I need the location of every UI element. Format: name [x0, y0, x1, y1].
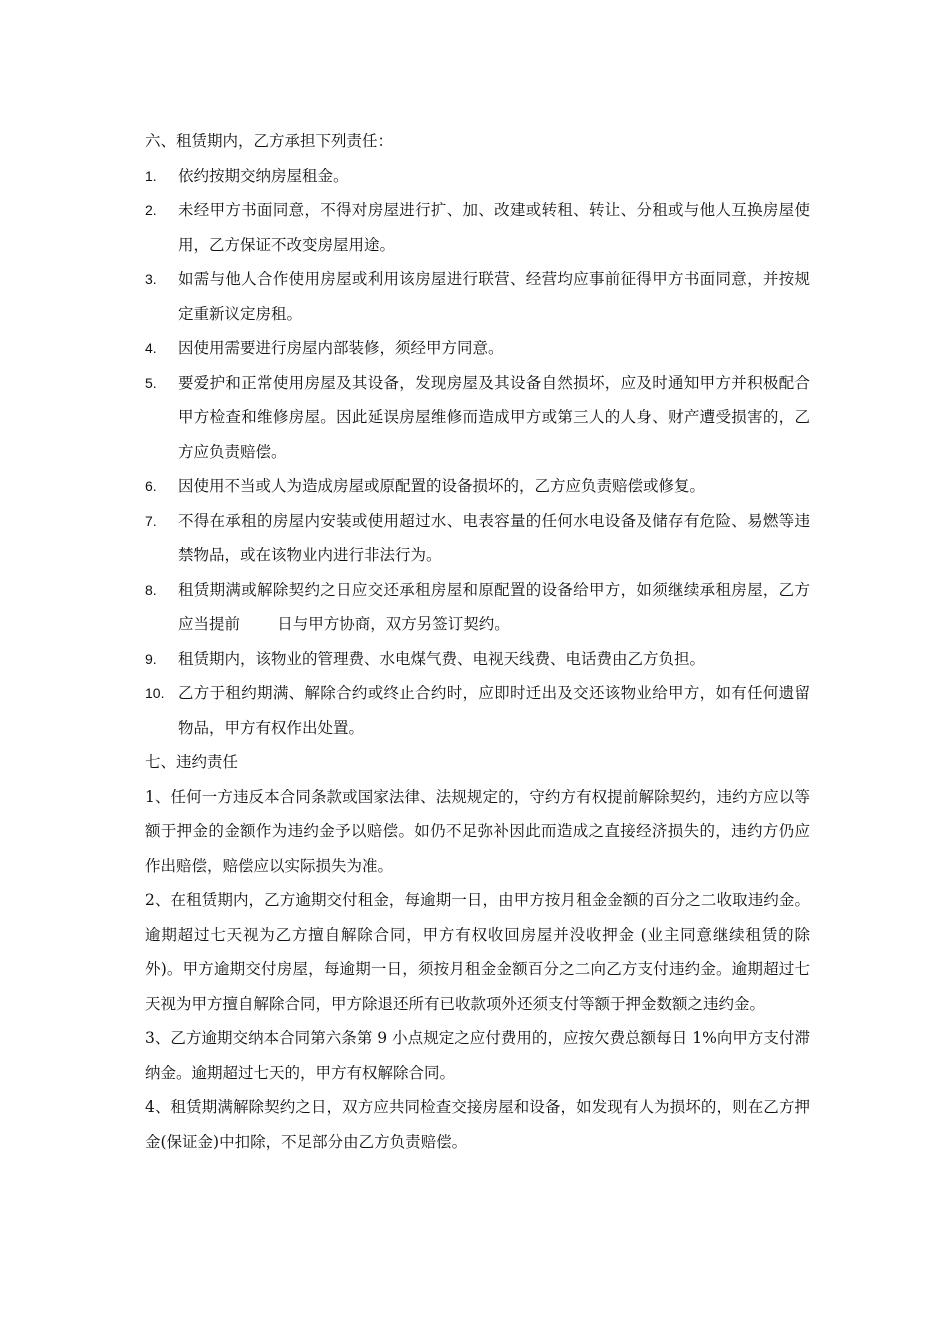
list-item — [145, 193, 810, 262]
document-page — [145, 124, 810, 1159]
list-item — [145, 504, 810, 573]
list-item — [145, 469, 810, 504]
list-item-number: 9. — [145, 650, 157, 667]
section-6-list — [145, 159, 810, 746]
list-item-number: 5. — [145, 374, 157, 391]
list-item-text: 因使用需要进行房屋内部装修，须经甲方同意。 — [178, 339, 504, 357]
list-item — [145, 159, 810, 194]
list-item — [145, 676, 810, 745]
section-6-heading: 六、租赁期内，乙方承担下列责任： — [145, 132, 394, 150]
section-7-paragraph: 4、租赁期满解除契约之日，双方应共同检查交接房屋和设备，如发现有人为损坏的，则在乙方押金(保证金)中扣除，不足部分由乙方负责赔偿。 — [145, 1098, 810, 1151]
list-item-text-after-blank: 日与甲方协商，双方另签订契约。 — [277, 615, 510, 633]
list-item — [145, 366, 810, 470]
list-item-text: 如需与他人合作使用房屋或利用该房屋进行联营、经营均应事前征得甲方书面同意，并按规定重新议定房租。 — [178, 270, 810, 323]
section-7-paragraph: 1、任何一方违反本合同条款或国家法律、法规规定的，守约方有权提前解除契约，违约方应以等额于押金的金额作为违约金予以赔偿。如仍不足弥补因此而造成之直接经济损失的，违约方仍应作出赔偿，赔偿应以实际损失为准。 — [145, 787, 810, 875]
list-item-text: 要爱护和正常使用房屋及其设备，发现房屋及其设备自然损坏，应及时通知甲方并积极配合甲方检查和维修房屋。因此延误房屋维修而造成甲方或第三人的人身、财产遭受损害的，乙方应负责赔偿。 — [178, 373, 810, 461]
list-item-number: 1. — [145, 167, 157, 184]
list-item-number: 7. — [145, 512, 157, 529]
list-item — [145, 262, 810, 331]
list-item-text: 未经甲方书面同意，不得对房屋进行扩、加、改建或转租、转让、分租或与他人互换房屋使用，乙方保证不改变房屋用途。 — [178, 201, 810, 254]
list-item — [145, 331, 810, 366]
list-item-text: 不得在承租的房屋内安装或使用超过水、电表容量的任何水电设备及储存有危险、易燃等违禁物品，或在该物业内进行非法行为。 — [178, 511, 810, 564]
list-item-text: 乙方于租约期满、解除合约或终止合约时，应即时迁出及交还该物业给甲方，如有任何遗留物品，甲方有权作出处置。 — [178, 684, 810, 737]
list-item — [145, 642, 810, 677]
list-item-text: 因使用不当或人为造成房屋或原配置的设备损坏的，乙方应负责赔偿或修复。 — [178, 477, 706, 495]
list-item-number: 10. — [145, 685, 165, 701]
list-item-number: 4. — [145, 340, 157, 356]
list-item-number: 2. — [145, 202, 157, 218]
section-7-paragraph: 2、在租赁期内，乙方逾期交付租金，每逾期一日，由甲方按月租金金额的百分之二收取违约金。逾期超过七天视为乙方擅自解除合同，甲方有权收回房屋并没收押金 (业主同意继续租赁的除外)。甲方逾期交付房屋，每逾期一日，须按月租金金额百分之二向乙方支付违约金。逾期超过七天视为甲方擅自解除合同，甲方除退还所有已收款项外还须支付等额于押金数额之违约金。 — [145, 891, 810, 1013]
section-7-heading: 七、违约责任 — [145, 753, 239, 771]
section-7-paragraph: 3、乙方逾期交纳本合同第六条第 9 小点规定之应付费用的，应按欠费总额每日 1%向甲方支付滞纳金。逾期超过七天的，甲方有权解除合同。 — [145, 1029, 810, 1082]
list-item-number: 8. — [145, 581, 157, 598]
list-item-number: 3. — [145, 271, 157, 287]
list-item-number: 6. — [145, 478, 157, 494]
list-item — [145, 573, 810, 642]
list-item-text: 依约按期交纳房屋租金。 — [178, 166, 349, 185]
list-item-text: 租赁期内，该物业的管理费、水电煤气费、电视天线费、电话费由乙方负担。 — [178, 649, 706, 668]
list-item-text-before-blank: 租赁期满或解除契约之日应交还承租房屋和原配置的设备给甲方，如须继续承租房屋，乙方应当提前 — [178, 580, 810, 633]
